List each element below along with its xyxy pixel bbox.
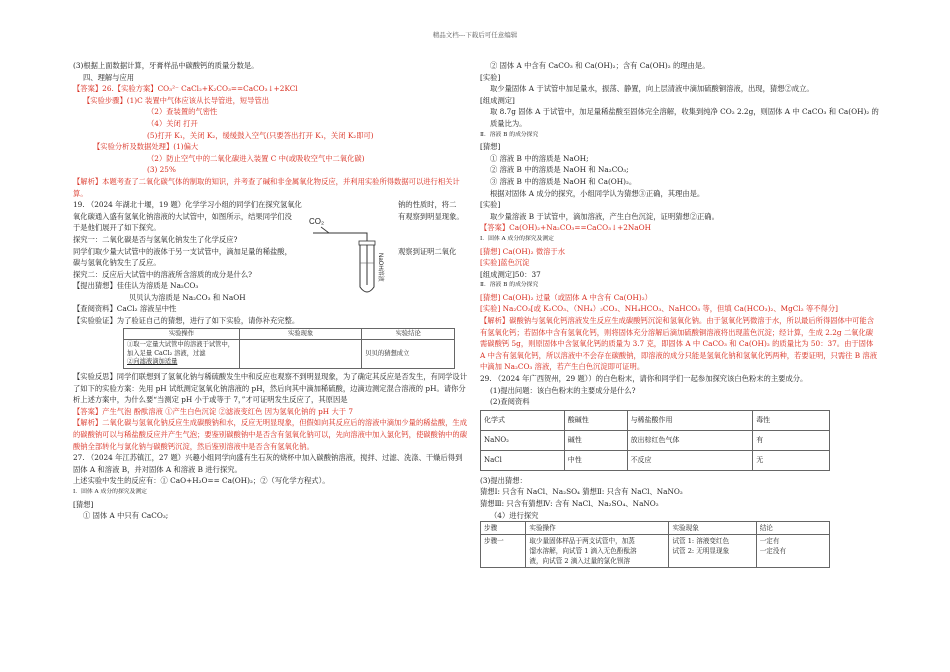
- table-header: 结论: [756, 522, 829, 535]
- answer-26-steps: 【实验步骤】(1)C 装置中气体应该从长导管进，短导管出: [83, 95, 270, 105]
- table-cell-conclusion: 贝贝的猜想成立: [362, 340, 455, 369]
- right-column: [480, 60, 880, 568]
- answer-composition: [组成测定]50：37: [480, 269, 541, 279]
- q27-text: 27. （2024 年江苏镇江，27 题）兴趣小组同学向盛有生石灰的烧杯中加入碳酸钠溶液，搅拌、过滤、洗涤、干燥后得到固体 A 和溶液 B，并对固体 A 和溶液 B 进行探究。: [73, 453, 463, 474]
- q29-reference: (2)查阅资料: [490, 397, 530, 407]
- q19-line5: 同学们取少量大试管中的液体于另一支试管中，滴加足量的稀盐酸，: [73, 246, 292, 256]
- table-header: 酸碱性: [564, 410, 627, 430]
- guess-reason: 根据对固体 A 成分的探究，小组同学认为猜想③正确，其理由是。: [490, 188, 705, 198]
- answer-part1-title: Ⅰ．固体 A 成分的探究及测定: [480, 235, 554, 242]
- label-guess: [猜想]: [480, 142, 501, 152]
- q19-right2: 有观察到明显现象。: [398, 211, 464, 221]
- guess-b2: ② 溶液 B 中的溶质是 NaOH 和 Na₂CO₃;: [490, 165, 629, 175]
- co2-label: CO₂: [309, 217, 325, 226]
- table-row: [481, 450, 830, 470]
- q27-reactions: 上述实验中发生的反应有：① CaO+H₂O== Ca(OH)₂；②（写化学方程式）。: [73, 476, 330, 486]
- conclusion-line: 一定有: [759, 537, 780, 546]
- composition-text: 取 8.7g 固体 A 于试管中，加足量稀盐酸至固体完全溶解，收集到纯净 CO₂ 2.2g，则固体 A 中 CaCO₃ 和 Ca(OH)₂ 的质量比为。: [490, 107, 879, 128]
- table-header: 实验结论: [362, 328, 455, 340]
- answer-26-step2: （2）查装置的气密性: [147, 107, 218, 117]
- q29-explore-title: （4）进行探究: [490, 510, 539, 520]
- q19-line4: 探究一：二氧化碳是否与氢氧化钠发生了化学反应?: [73, 234, 238, 244]
- operation-line: 液，向试管 2 滴入过量的氯化钡溶: [529, 557, 631, 566]
- q19-line1: 19. （2024 年湖北十堰，19 题）化学学习小组的同学们在探究氢氧化: [73, 200, 302, 210]
- label-experiment: [实验]: [480, 72, 501, 82]
- q27-guess-label: [猜想]: [73, 499, 94, 509]
- analysis-26: 【解析】本题考查了二氧化碳气体的制取的知识，并考查了碱和非金属氧化物反应，并利用实验所得数据可以进行相关计算。: [73, 176, 460, 198]
- section-title: 四、理解与应用: [83, 72, 135, 82]
- answer-26-step5: (5)打开 K₁，关闭 K₂，缓缓鼓入空气(只要答出打开 K₁，关闭 K₂即可): [147, 130, 374, 140]
- table-header: 毒性: [753, 410, 830, 430]
- table-cell: 放出棕红色气体: [627, 430, 753, 450]
- q29-text: 29. （2024 年广西贺州，29 题））的白色粉末，请你和同学们一起参加探究该白色粉末的主要成分。: [480, 374, 808, 384]
- table-cell: 碱性: [564, 430, 627, 450]
- q19-line6: 碳与氢氧化钠发生了反应。: [73, 258, 161, 268]
- table-cell-operation: [124, 340, 240, 369]
- operation-1: ①取一定量大试管中的溶液于试管中，加入足量 CaCl₂ 溶液，过滤: [127, 341, 235, 357]
- reference-table: [480, 410, 830, 471]
- label-composition: [组成测定]: [480, 95, 515, 105]
- analysis-19: 【解析】二氧化碳与氢氧化钠反应生成碳酸钠和水，反应无明显现象，但假如向其反应后的溶液中滴加少量的稀盐酸，生成的碳酸钠可以与稀盐酸反应并产生气泡；要鉴别碳酸钠中是否含有氢氧化钠可以，先向溶液中加入氯化钙，使碳酸钠中的碳酸钠全部转化与氯化钠与碳酸钙沉淀，然后鉴别溶液中是否含有氢氧化钠。: [73, 418, 468, 451]
- hypothesis-2: 贝贝认为溶质是 Na₂CO₃ 和 NaOH: [129, 292, 246, 302]
- label-experiment-2: [实验]: [480, 200, 501, 210]
- conclusion-line: 一定没有: [759, 547, 787, 556]
- answer-26-analysis3: (3) 25%: [147, 165, 176, 175]
- table-header: 化学式: [481, 410, 565, 430]
- table-cell-phenomenon: [239, 340, 361, 369]
- answer-part2-title: Ⅱ．溶液 B 的成分探究: [480, 282, 539, 289]
- operation-line: 馏水溶解，向试管 1 滴入无色酚酞溶: [529, 547, 637, 556]
- hypothesis-1: 【提出猜想】佳佳认为溶质是 Na₂CO₃: [73, 281, 199, 291]
- answer-19: 【答案】产生气泡 酚酞溶液 ①产生白色沉淀 ②滤液变红色 因为氢氧化钠的 pH 大于 7: [73, 406, 354, 416]
- table-cell: 不反应: [627, 450, 753, 470]
- table-header: 实验操作: [526, 522, 669, 535]
- table-header: 实验操作: [124, 328, 240, 340]
- page-header: 精品文档---下载后可任意编辑: [432, 31, 518, 39]
- q19-line3: 于是他们展开了如下探究。: [73, 223, 161, 233]
- q29-question: (1)提出问题：该白色粉末的主要成分是什么?: [490, 385, 636, 395]
- q19-line2: 氧化碳通入盛有氢氧化钠溶液的大试管中，如图所示，结果同学们没: [73, 211, 292, 221]
- explore-table: [480, 521, 830, 568]
- analysis-27: 【解析】碳酸钠与氢氧化钙溶液发生反应生成碳酸钙沉淀和氢氧化钠。由于氢氧化钙微溶于水，所以最后所得固体中可能含有氢氧化钙；若固体中含有氢氧化钙，则将固体充分溶解后滴加硫酸铜溶液将出现蓝色沉淀；经计算，生成 2.2g 二氧化碳需碳酸钙 5g，则原固体中含氢氧化钙的质量为 3.7 克，即固体 A 中 CaCO₃ 和 Ca(OH)₂ 的质量比为 50：37。由于固体 A 中含有氢氧化钙，所以溶液中不会存在碳酸钠，即溶液的成分只能是氢氧化钠和氢氧化钙两种，若要证明，只需往 B 溶液中滴加 Na₂CO₃ 溶液，若产生白色沉淀即可证明。: [480, 316, 878, 372]
- table-cell: 中性: [564, 450, 627, 470]
- table-cell: 有: [753, 430, 830, 450]
- guess-b3: ③ 溶液 B 中的溶质是 NaOH 和 Ca(OH)₂。: [490, 176, 637, 186]
- q19-right1: 钠的性质时，将二: [398, 200, 457, 210]
- table-cell: NaCl: [481, 450, 565, 470]
- part2-title: Ⅱ．溶液 B 的成分探究: [480, 131, 539, 138]
- answer-experiment: [实验]蓝色沉淀: [480, 258, 530, 268]
- phenomenon-line: 试管 1: 溶液变红色: [672, 537, 730, 546]
- table-cell: 步骤一: [481, 535, 526, 568]
- answer-26: 【答案】26.【实验方案】CO₃²⁻ CaCl₂+K₂CO₃==CaCO₃↓+2KCl: [73, 84, 298, 94]
- operation-line: 取少量固体样品于两支试管中，加蒸: [529, 537, 635, 546]
- phenomenon-line: 试管 2: 无明显现象: [672, 547, 730, 556]
- table-row: [481, 430, 830, 450]
- table-cell: [669, 535, 756, 568]
- table-cell: 无: [753, 450, 830, 470]
- answer-27: 【答案】Ca(OH)₂+Na₂CO₃==CaCO₃↓+2NaOH: [480, 223, 651, 233]
- verification: 【实验验证】为了验证自己的猜想，进行了如下实验，请你补充完整。: [73, 316, 300, 326]
- guess-b1: ① 溶液 B 中的溶质是 NaOH;: [490, 153, 589, 163]
- gas-arrow: [321, 227, 329, 233]
- table-cell: [756, 535, 829, 568]
- q19-line7: 探究二：反应后大试管中的溶液所含溶质的成分是什么?: [73, 269, 253, 279]
- table-header: 实验现象: [669, 522, 756, 535]
- apparatus-diagram: [309, 215, 385, 297]
- naoh-label: NaOH溶液: [377, 253, 383, 282]
- reflection: 【实验反思】同学们联想到了氢氧化钠与稀硫酸发生中和反应也观察不到明显现象，为了确定其反应是否发生，有同学设计了如下的实验方案：先用 pH 试纸测定氢氧化钠溶液的 pH，然后向其中滴加稀硫酸，边滴边测定混合溶液的 pH。请你分析上述方案中，为什么要“当测定 pH 小于或等于 7，”才可证明发生反应了，其原因是: [73, 372, 468, 405]
- q29-guess-2: 猜想Ⅲ: 只含有猜想Ⅳ: 含有 NaCl、Na₂SO₄、NaNO₂: [480, 499, 659, 508]
- table-row: [481, 535, 830, 568]
- answer-guess-b: [猜想] Ca(OH)₂ 过量（或固体 A 中含有 Ca(OH)₂）: [480, 292, 652, 302]
- q19-right3: 观察到证明二氧化: [398, 246, 457, 256]
- q29-guess-1: 猜想Ⅰ: 只含有 NaCl、Na₂SO₄ 猜想Ⅱ: 只含有 NaCl、NaNO₂: [480, 487, 683, 497]
- answer-experiment-b: [实验] Na₂CO₃[或 K₂CO₃、（NH₄）₂CO₃、NH₄HCO₃、NaHCO₃ 等，但填 Ca(HCO₃)₂、MgCl₂ 等不得分]: [480, 304, 838, 314]
- answer-26-analysis2: （2）防止空气中的二氧化碳进入装置 C 中(或吸收空气中二氧化碳): [147, 153, 365, 163]
- operation-2: ②向滤液滴加适量: [127, 358, 178, 366]
- answer-guess: [猜想] Ca(OH)₂ 微溶于水: [480, 246, 566, 256]
- experiment-b: 取少量溶液 B 于试管中，滴加溶液，产生白色沉淀，证明猜想②正确。: [490, 211, 719, 221]
- table-cell: NaNO₂: [481, 430, 565, 450]
- q29-guess-title: (3)提出猜想：: [480, 475, 527, 485]
- experiment-table: [123, 328, 455, 369]
- table-header: 与稀盐酸作用: [627, 410, 753, 430]
- guess-2: ② 固体 A 中含有 CaCO₃ 和 Ca(OH)₂；含有 Ca(OH)₂ 的理由是。: [490, 61, 710, 70]
- stopper-icon: [359, 241, 375, 245]
- q-text: (3)根据上面数据计算，牙膏样品中碳酸钙的质量分数是。: [73, 61, 259, 70]
- reference: 【查阅资料】CaCl₂ 溶液呈中性: [73, 304, 177, 314]
- answer-26-analysis: 【实验分析及数据处理】(1)偏大: [93, 142, 199, 152]
- q27-guess-1: ① 固体 A 中只有 CaCO₃;: [83, 511, 169, 521]
- left-column: [73, 60, 469, 522]
- table-header: 实验现象: [239, 328, 361, 340]
- table-header: 步骤: [481, 522, 526, 535]
- table-cell: [526, 535, 669, 568]
- answer-26-step4: （4）关闭 打开: [147, 118, 198, 128]
- q27-part1-title: Ⅰ．固体 A 成分的探究及测定: [73, 488, 147, 495]
- experiment-text: 取少量固体 A 于试管中加足量水，振荡、静置，向上层清液中滴加硫酸铜溶液，出现，猜想②成立。: [490, 84, 814, 94]
